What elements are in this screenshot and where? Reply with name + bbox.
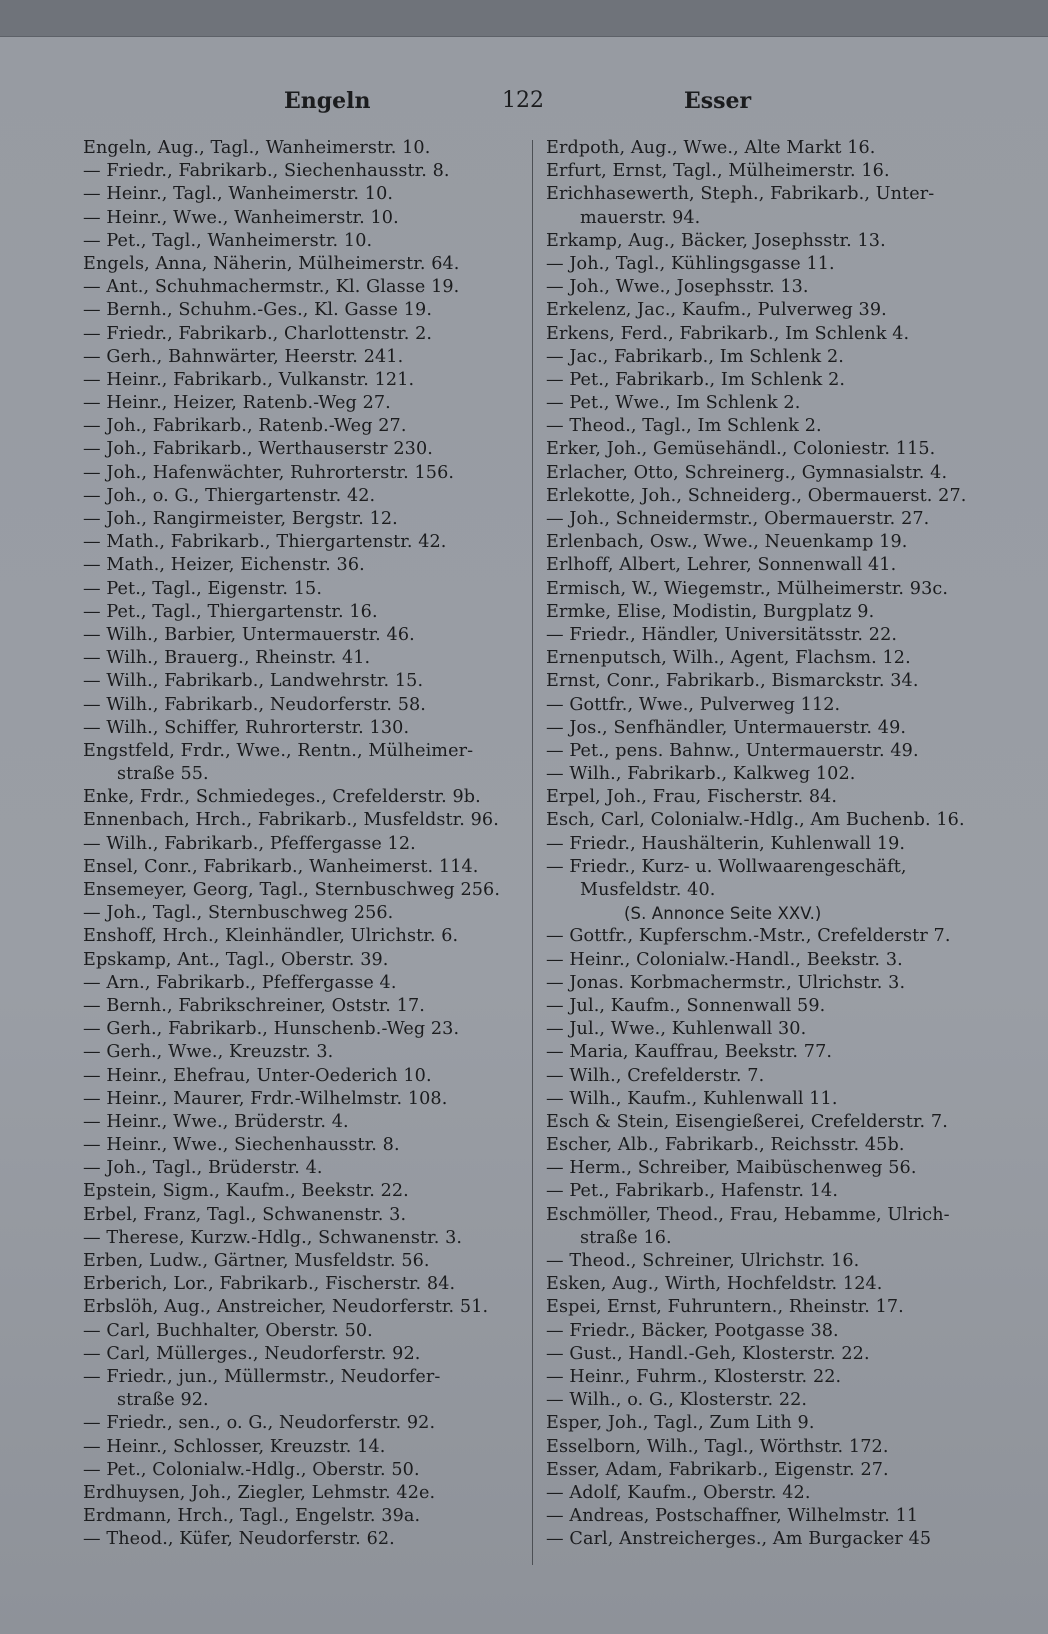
directory-entry: — Heinr., Tagl., Wanheimerstr. 10. (83, 184, 394, 205)
directory-entry: — Carl, Buchhalter, Oberstr. 50. (83, 1320, 373, 1341)
column-divider (532, 140, 533, 1565)
directory-entry: Erbslöh, Aug., Anstreicher, Neudorferstr. 51. (83, 1297, 489, 1318)
directory-entry: Erker, Joh., Gemüsehändl., Coloniestr. 115. (546, 439, 936, 460)
directory-entry: — Pet., Tagl., Thiergartenstr. 16. (83, 601, 378, 622)
directory-entry: — Gerh., Bahnwärter, Heerstr. 241. (83, 346, 404, 367)
directory-entry: — Pet., Tagl., Wanheimerstr. 10. (83, 230, 373, 251)
directory-entry: mauerstr. 94. (580, 207, 701, 228)
directory-entry: — Joh., Tagl., Sternbuschweg 256. (83, 903, 394, 924)
directory-entry: Ermisch, W., Wiegemstr., Mülheimerstr. 93c. (546, 578, 949, 599)
directory-entry: — Heinr., Fabrikarb., Vulkanstr. 121. (83, 369, 415, 390)
directory-entry: Erdhuysen, Joh., Ziegler, Lehmstr. 42e. (83, 1482, 436, 1503)
directory-entry: Enshoff, Hrch., Kleinhändler, Ulrichstr. 6. (83, 926, 459, 947)
directory-entry: Enke, Frdr., Schmiedeges., Crefelderstr. 9b. (83, 787, 481, 808)
directory-entry: Eschmöller, Theod., Frau, Hebamme, Ulrich- (546, 1204, 950, 1225)
directory-entry: — Gerh., Wwe., Kreuzstr. 3. (83, 1042, 334, 1063)
directory-entry: — Pet., Wwe., Im Schlenk 2. (546, 393, 801, 414)
directory-entry: — Friedr., Bäcker, Pootgasse 38. (546, 1320, 839, 1341)
directory-entry: — Ant., Schuhmachermstr., Kl. Glasse 19. (83, 277, 460, 298)
directory-entry: — Pet., Fabrikarb., Im Schlenk 2. (546, 369, 846, 390)
directory-entry: — Gottfr., Kupferschm.-Mstr., Crefelderstr 7. (546, 926, 951, 947)
directory-entry: — Pet., Fabrikarb., Hafenstr. 14. (546, 1181, 839, 1202)
running-head-left: Engeln (284, 88, 371, 114)
directory-entry: Erlhoff, Albert, Lehrer, Sonnenwall 41. (546, 555, 897, 576)
directory-entry: — Jac., Fabrikarb., Im Schlenk 2. (546, 346, 844, 367)
directory-entry: — Adolf, Kaufm., Oberstr. 42. (546, 1482, 811, 1503)
directory-entry: Erichhasewerth, Steph., Fabrikarb., Unter- (546, 184, 935, 205)
directory-entry: — Wilh., Fabrikarb., Neudorferstr. 58. (83, 694, 427, 715)
directory-entry: — Carl, Müllerges., Neudorferstr. 92. (83, 1343, 421, 1364)
directory-entry: — Friedr., Kurz- u. Wollwaarengeschäft, (546, 856, 907, 877)
directory-entry: straße 16. (580, 1227, 672, 1248)
directory-entry: Escher, Alb., Fabrikarb., Reichsstr. 45b. (546, 1135, 905, 1156)
directory-entry: Erkelenz, Jac., Kaufm., Pulverweg 39. (546, 300, 887, 321)
directory-entry: Esken, Aug., Wirth, Hochfeldstr. 124. (546, 1274, 883, 1295)
directory-entry: — Pet., Colonialw.-Hdlg., Oberstr. 50. (83, 1459, 420, 1480)
directory-entry: — Theod., Schreiner, Ulrichstr. 16. (546, 1251, 860, 1271)
directory-entry: Engeln, Aug., Tagl., Wanheimerstr. 10. (83, 138, 431, 158)
directory-entry: — Joh., Tagl., Brüderstr. 4. (83, 1158, 323, 1179)
directory-entry: — Joh., Wwe., Josephsstr. 13. (546, 277, 809, 298)
directory-entry: — Bernh., Schuhm.-Ges., Kl. Gasse 19. (83, 300, 433, 321)
directory-entry: Erbel, Franz, Tagl., Schwanenstr. 3. (83, 1204, 407, 1225)
page-number: 122 (502, 88, 544, 113)
directory-entry: — Heinr., Ehefrau, Unter-Oederich 10. (83, 1065, 432, 1086)
directory-entry: — Wilh., Kaufm., Kuhlenwall 11. (546, 1088, 838, 1109)
directory-entry: — Therese, Kurzw.-Hdlg., Schwanenstr. 3. (83, 1227, 463, 1248)
directory-entry: — Joh., o. G., Thiergartenstr. 42. (83, 485, 376, 506)
directory-entry: — Friedr., sen., o. G., Neudorferstr. 92. (83, 1413, 436, 1434)
directory-entry: — Jonas. Korbmachermstr., Ulrichstr. 3. (546, 972, 906, 993)
directory-entry: — Heinr., Heizer, Ratenb.-Weg 27. (83, 393, 391, 414)
directory-entry: — Heinr., Wwe., Brüderstr. 4. (83, 1111, 349, 1132)
directory-entry: — Joh., Schneidermstr., Obermauerstr. 27. (546, 509, 930, 529)
directory-entry: — Gottfr., Wwe., Pulverweg 112. (546, 694, 841, 715)
directory-entry: Erfurt, Ernst, Tagl., Mülheimerstr. 16. (546, 161, 890, 182)
directory-entry: — Joh., Fabrikarb., Werthauserstr 230. (83, 439, 433, 460)
directory-entry: Ermke, Elise, Modistin, Burgplatz 9. (546, 601, 875, 622)
directory-entry: — Wilh., Barbier, Untermauerstr. 46. (83, 624, 415, 645)
directory-entry: — Wilh., o. G., Klosterstr. 22. (546, 1390, 808, 1411)
directory-entry: — Math., Heizer, Eichenstr. 36. (83, 555, 365, 576)
directory-entry: — Theod., Küfer, Neudorferstr. 62. (83, 1529, 395, 1550)
directory-entry: Ensel, Conr., Fabrikarb., Wanheimerst. 114. (83, 856, 479, 877)
annonce-note: (S. Annonce Seite XXV.) (624, 904, 822, 924)
directory-entry: — Heinr., Maurer, Frdr.-Wilhelmstr. 108. (83, 1088, 448, 1109)
directory-entry: Musfeldstr. 40. (580, 880, 716, 900)
directory-entry: Esper, Joh., Tagl., Zum Lith 9. (546, 1413, 815, 1434)
directory-entry: — Joh., Hafenwächter, Ruhrorterstr. 156. (83, 462, 455, 483)
directory-entry: Epstein, Sigm., Kaufm., Beekstr. 22. (83, 1181, 409, 1202)
page-top-edge (0, 0, 1048, 37)
directory-entry: — Jul., Kaufm., Sonnenwall 59. (546, 995, 826, 1016)
directory-entry: — Joh., Rangirmeister, Bergstr. 12. (83, 509, 398, 529)
directory-entry: Ennenbach, Hrch., Fabrikarb., Musfeldstr. 96. (83, 810, 499, 831)
directory-entry: Ernst, Conr., Fabrikarb., Bismarckstr. 34. (546, 671, 919, 692)
directory-entry: — Bernh., Fabrikschreiner, Oststr. 17. (83, 995, 425, 1016)
directory-entry: — Heinr., Wwe., Siechenhausstr. 8. (83, 1135, 400, 1156)
directory-entry: Espei, Ernst, Fuhruntern., Rheinstr. 17. (546, 1297, 904, 1318)
directory-entry: — Heinr., Schlosser, Kreuzstr. 14. (83, 1436, 386, 1457)
directory-entry: — Friedr., Fabrikarb., Charlottenstr. 2. (83, 323, 433, 344)
directory-entry: — Arn., Fabrikarb., Pfeffergasse 4. (83, 972, 397, 993)
directory-entry: — Heinr., Fuhrm., Klosterstr. 22. (546, 1366, 842, 1387)
directory-entry: Erberich, Lor., Fabrikarb., Fischerstr. 84. (83, 1274, 456, 1295)
directory-entry: Erkens, Ferd., Fabrikarb., Im Schlenk 4. (546, 323, 910, 344)
directory-entry: — Pet., Tagl., Eigenstr. 15. (83, 578, 323, 599)
directory-entry: Erdmann, Hrch., Tagl., Engelstr. 39a. (83, 1506, 421, 1527)
directory-entry: — Friedr., Händler, Universitätsstr. 22. (546, 624, 898, 645)
directory-entry: — Wilh., Fabrikarb., Landwehrstr. 15. (83, 671, 424, 692)
directory-entry: — Wilh., Fabrikarb., Kalkweg 102. (546, 764, 856, 785)
left-column (83, 137, 523, 1551)
directory-entry: — Maria, Kauffrau, Beekstr. 77. (546, 1042, 833, 1063)
directory-entry: — Friedr., Haushälterin, Kuhlenwall 19. (546, 833, 906, 854)
directory-entry: Esch, Carl, Colonialw.-Hdlg., Am Buchenb. 16. (546, 810, 965, 831)
directory-entry: Epskamp, Ant., Tagl., Oberstr. 39. (83, 949, 389, 970)
directory-entry: — Carl, Anstreicherges., Am Burgacker 45 (546, 1529, 932, 1550)
directory-entry: — Friedr., jun., Müllermstr., Neudorfer- (83, 1366, 441, 1387)
directory-entry: Erkamp, Aug., Bäcker, Josephsstr. 13. (546, 230, 886, 251)
directory-entry: straße 55. (117, 764, 209, 785)
running-head-right: Esser (684, 88, 752, 114)
directory-entry: — Pet., pens. Bahnw., Untermauerstr. 49. (546, 740, 919, 761)
directory-entry: — Joh., Tagl., Kühlingsgasse 11. (546, 253, 835, 274)
directory-entry: — Heinr., Colonialw.-Handl., Beekstr. 3. (546, 949, 903, 970)
directory-entry: Erlenbach, Osw., Wwe., Neuenkamp 19. (546, 532, 908, 553)
directory-entry: — Jul., Wwe., Kuhlenwall 30. (546, 1019, 807, 1040)
directory-entry: — Wilh., Crefelderstr. 7. (546, 1065, 765, 1086)
directory-entry: Ensemeyer, Georg, Tagl., Sternbuschweg 256. (83, 880, 501, 900)
directory-entry: straße 92. (117, 1390, 209, 1411)
directory-entry: — Wilh., Fabrikarb., Pfeffergasse 12. (83, 833, 416, 854)
directory-entry: Esselborn, Wilh., Tagl., Wörthstr. 172. (546, 1436, 889, 1457)
directory-entry: Erdpoth, Aug., Wwe., Alte Markt 16. (546, 138, 876, 158)
directory-entry: — Andreas, Postschaffner, Wilhelmstr. 11 (546, 1506, 919, 1527)
directory-entry: — Joh., Fabrikarb., Ratenb.-Weg 27. (83, 416, 407, 437)
directory-entry: — Math., Fabrikarb., Thiergartenstr. 42. (83, 532, 447, 553)
right-column (546, 137, 998, 1551)
directory-entry: Erpel, Joh., Frau, Fischerstr. 84. (546, 787, 838, 808)
directory-entry: Erlacher, Otto, Schreinerg., Gymnasialstr. 4. (546, 462, 948, 483)
directory-entry: — Gerh., Fabrikarb., Hunschenb.-Weg 23. (83, 1019, 460, 1040)
directory-entry: — Wilh., Schiffer, Ruhrorterstr. 130. (83, 717, 410, 738)
directory-entry: — Friedr., Fabrikarb., Siechenhausstr. 8. (83, 161, 450, 182)
directory-entry: Erben, Ludw., Gärtner, Musfeldstr. 56. (83, 1251, 430, 1271)
directory-entry: Esser, Adam, Fabrikarb., Eigenstr. 27. (546, 1459, 889, 1480)
directory-entry: — Jos., Senfhändler, Untermauerstr. 49. (546, 717, 907, 738)
directory-entry: Ernenputsch, Wilh., Agent, Flachsm. 12. (546, 648, 911, 669)
directory-entry: Engels, Anna, Näherin, Mülheimerstr. 64. (83, 253, 460, 274)
directory-entry: Esch & Stein, Eisengießerei, Crefelderstr. 7. (546, 1111, 948, 1132)
directory-entry: — Gust., Handl.-Geh, Klosterstr. 22. (546, 1343, 870, 1364)
directory-entry: — Theod., Tagl., Im Schlenk 2. (546, 416, 822, 437)
directory-entry: Engstfeld, Frdr., Wwe., Rentn., Mülheimer- (83, 740, 474, 761)
directory-entry: — Herm., Schreiber, Maibüschenweg 56. (546, 1158, 917, 1179)
directory-entry: — Wilh., Brauerg., Rheinstr. 41. (83, 648, 371, 669)
directory-entry: Erlekotte, Joh., Schneiderg., Obermauerst. 27. (546, 485, 967, 506)
directory-entry: — Heinr., Wwe., Wanheimerstr. 10. (83, 207, 399, 228)
